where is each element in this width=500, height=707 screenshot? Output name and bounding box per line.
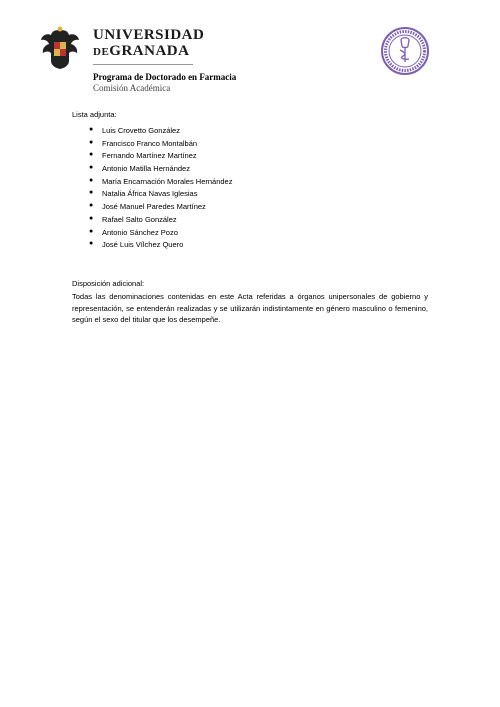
list-item xyxy=(72,151,232,164)
header-divider xyxy=(93,64,193,65)
list-item xyxy=(72,177,232,190)
bullet-icon: ● xyxy=(89,189,94,197)
committee-subtitle: Comisión Académica xyxy=(93,83,171,93)
university-name-line2 xyxy=(93,43,204,60)
member-name: José Luis Vílchez Quero xyxy=(102,240,184,250)
member-name: María Encarnación Morales Hernández xyxy=(102,176,233,186)
member-name: Rafael Salto González xyxy=(102,214,177,224)
bullet-icon: ● xyxy=(89,151,94,159)
faculty-pharmacy-seal-icon xyxy=(380,26,430,76)
additional-provision-title: Disposición adicional: xyxy=(72,279,145,288)
bullet-icon: ● xyxy=(89,227,94,235)
list-item xyxy=(72,215,232,228)
bullet-icon: ● xyxy=(89,126,94,133)
bullet-icon: ● xyxy=(89,202,94,210)
list-item xyxy=(72,189,232,202)
member-name: Fernando Martínez Martínez xyxy=(102,151,197,161)
bullet-icon: ● xyxy=(89,138,94,146)
bullet-icon: ● xyxy=(89,176,94,184)
additional-provision-text: Todas las denominaciones contenidas en este Acta referidas a órganos unipersonales de gobierno y representación, se entenderán realizadas y se utilizarán indistintamente en género masculino o femenino, según el sexo del titular que los desempeñe. xyxy=(72,292,428,324)
bullet-icon: ● xyxy=(89,214,94,222)
university-name-line1: UNIVERSIDAD xyxy=(93,27,205,43)
member-name: Luis Crovetto González xyxy=(102,126,180,135)
member-name: Natalia África Navas Iglesias xyxy=(102,189,198,199)
list-item xyxy=(72,240,232,253)
member-name: Antonio Sánchez Pozo xyxy=(102,227,178,237)
university-name-prefix: DE xyxy=(93,46,110,58)
list-item xyxy=(72,126,232,139)
member-name: José Manuel Paredes Martínez xyxy=(102,202,206,212)
list-item xyxy=(72,139,232,152)
member-name: Francisco Franco Montalbán xyxy=(102,138,198,148)
bullet-icon: ● xyxy=(89,240,94,248)
university-name-main: GRANADA xyxy=(109,43,190,59)
list-item xyxy=(72,202,232,215)
university-wordmark xyxy=(93,27,204,60)
bullet-icon: ● xyxy=(89,164,94,172)
university-coat-of-arms-icon xyxy=(36,25,84,73)
list-item xyxy=(72,228,232,241)
member-name: Antonio Matilla Hernández xyxy=(102,164,190,174)
attached-list-title: Lista adjunta: xyxy=(72,110,117,119)
program-title: Programa de Doctorado en Farmacia xyxy=(93,72,237,82)
list-item xyxy=(72,164,232,177)
members-list xyxy=(72,126,232,253)
